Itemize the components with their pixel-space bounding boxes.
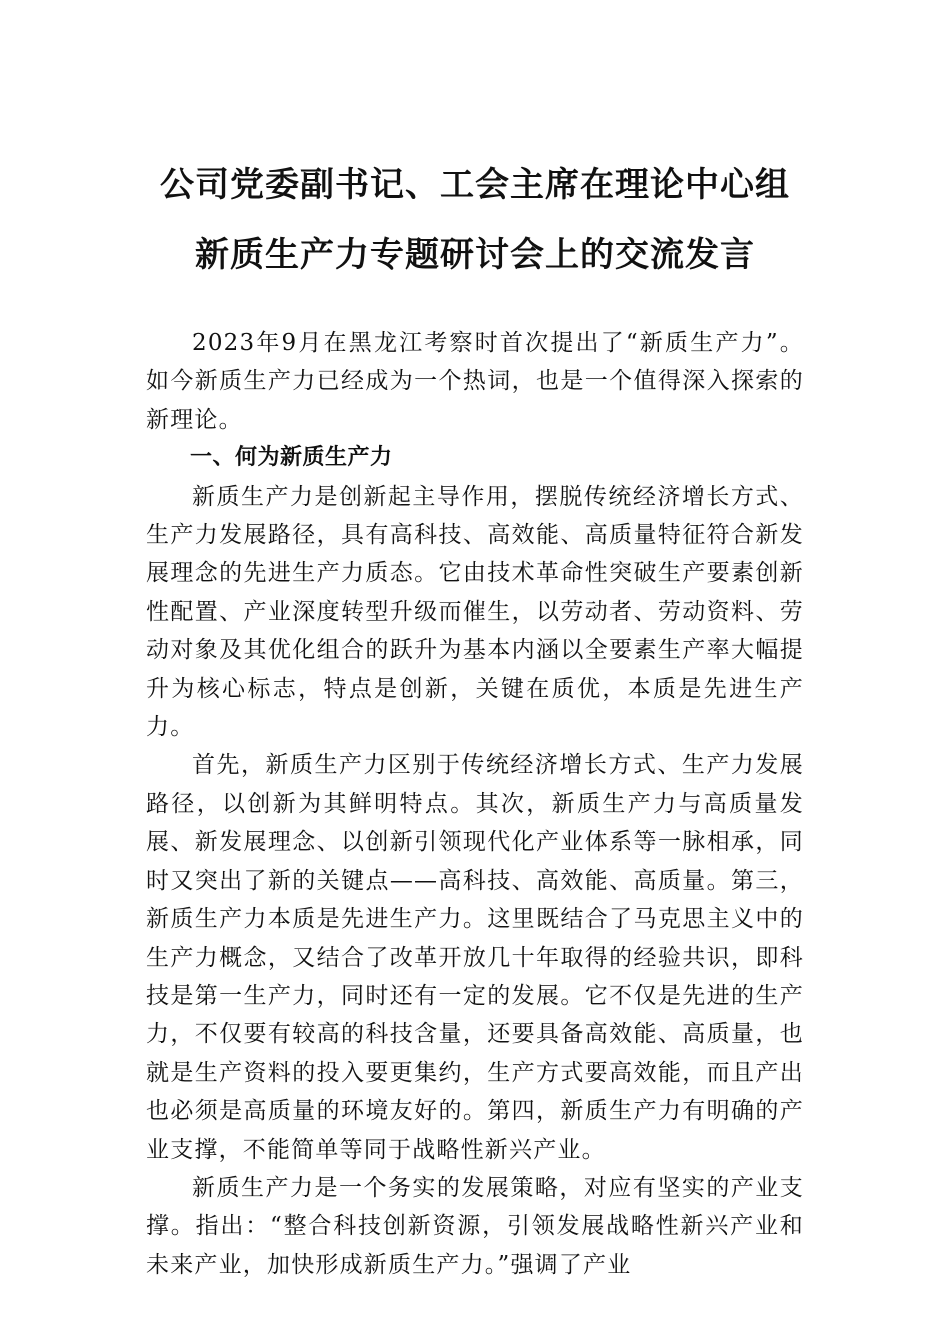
document-body bbox=[146, 324, 804, 1284]
document-title-line-1: 公司党委副书记、工会主席在理论中心组 bbox=[160, 165, 790, 205]
body-paragraph-1: 新质生产力是创新起主导作用，摆脱传统经济增长方式、生产力发展路径，具有高科技、高效能、高质量特征符合新发展理念的先进生产力质态。它由技术革命性突破生产要素创新性配置、产业深度转型升级而催生，以劳动者、劳动资料、劳动对象及其优化组合的跃升为基本内涵以全要素生产率大幅提升为核心标志，特点是创新，关键在质优，本质是先进生产力。 bbox=[146, 483, 804, 741]
section-heading: 一、何为新质生产力 bbox=[190, 445, 393, 471]
body-paragraph-3: 新质生产力是一个务实的发展策略，对应有坚实的产业支撑。指出：“整合科技创新资源，引领发展战略性新兴产业和未来产业，加快形成新质生产力。”强调了产业 bbox=[146, 1174, 804, 1278]
body-paragraph-2: 首先，新质生产力区别于传统经济增长方式、生产力发展路径，以创新为其鲜明特点。其次，新质生产力与高质量发展、新发展理念、以创新引领现代化产业体系等一脉相承，同时又突出了新的关键点——高科技、高效能、高质量。第三，新质生产力本质是先进生产力。这里既结合了马克思主义中的生产力概念，又结合了改革开放几十年取得的经验共识，即科技是第一生产力，同时还有一定的发展。它不仅是先进的生产力，不仅要有较高的科技含量，还要具备高效能、高质量，也就是生产资料的投入要更集约，生产方式要高效能，而且产出也必须是高质量的环境友好的。第四，新质生产力有明确的产业支撑，不能简单等同于战略性新兴产业。 bbox=[146, 752, 804, 1163]
document-title-line-2: 新质生产力专题研讨会上的交流发言 bbox=[195, 235, 755, 275]
intro-paragraph: 2023年9月在黑龙江考察时首次提出了“新质生产力”。如今新质生产力已经成为一个热词，也是一个值得深入探索的新理论。 bbox=[146, 330, 804, 433]
